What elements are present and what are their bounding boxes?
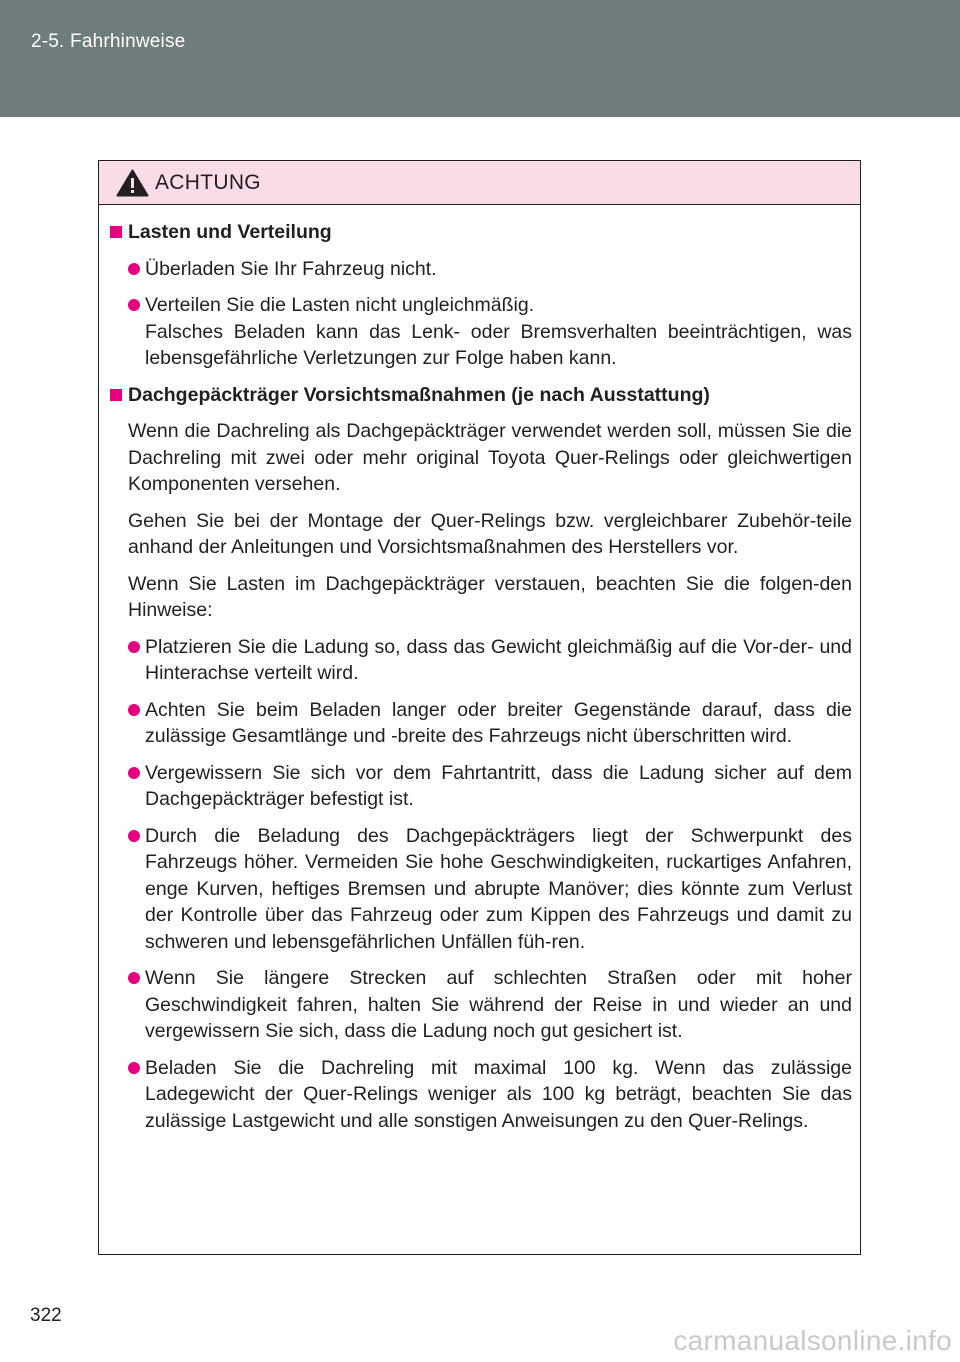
warning-triangle-icon — [116, 169, 149, 197]
warning-box — [98, 160, 861, 1255]
paragraph: Wenn die Dachreling als Dachgepäckträger verwendet werden soll, müssen Sie die Dachreling mit zwei oder mehr original Toyota Quer-Relings oder gleichwertigen Komponenten versehen. — [128, 420, 852, 495]
paragraph: Wenn Sie Lasten im Dachgepäckträger verstauen, beachten Sie die folgen-den Hinweise: — [128, 572, 852, 621]
warning-title: ACHTUNG — [155, 170, 261, 194]
warning-body — [99, 205, 860, 1134]
bullet-text: Verteilen Sie die Lasten nicht ungleichmäßig. — [145, 294, 535, 316]
list-item: Vergewissern Sie sich vor dem Fahrtantritt, dass die Ladung sicher auf dem Dachgepäckträger befestigt ist. — [109, 760, 852, 813]
section-heading-roof-rack: Dachgepäckträger Vorsichtsmaßnahmen (je nach Ausstattung) — [109, 382, 852, 409]
list-item: Platzieren Sie die Ladung so, dass das Gewicht gleichmäßig auf die Vor-der- und Hinterachse verteilt wird. — [109, 634, 852, 687]
section-heading-load: Lasten und Verteilung — [109, 219, 852, 246]
paragraph: Gehen Sie bei der Montage der Quer-Relings bzw. vergleichbarer Zubehör-teile anhand der Anleitungen und Vorsichtsmaßnahmen des Herstellers vor. — [128, 509, 852, 558]
list-item: Überladen Sie Ihr Fahrzeug nicht. — [109, 256, 852, 283]
list-item: Durch die Beladung des Dachgepäckträgers liegt der Schwerpunkt des Fahrzeugs höher. Vermeiden Sie hohe Geschwindigkeiten, ruckartiges Anfahren, enge Kurven, heftiges Bremsen und abrupte Manöver; dies könnte zum Verlust der Kontrolle über das Fahrzeug oder zum Kippen des Fahrzeugs und damit zu schweren und lebensgefährlichen Unfällen füh-ren. — [109, 823, 852, 956]
list-item: Beladen Sie die Dachreling mit maximal 100 kg. Wenn das zulässige Ladegewicht der Quer-Relings weniger als 100 kg beträgt, beachten Sie das zulässige Lastgewicht und alle sonstigen Anweisungen zu den Quer-Relings. — [109, 1055, 852, 1135]
list-item — [109, 292, 852, 372]
page-number: 322 — [30, 1305, 62, 1326]
list-item: Achten Sie beim Beladen langer oder breiter Gegenstände darauf, dass die zulässige Gesamtlänge und -breite des Fahrzeugs nicht überschritten wird. — [109, 697, 852, 750]
bullet-text: Falsches Beladen kann das Lenk- oder Bremsverhalten beeinträchtigen, was lebensgefährliche Verletzungen zur Folge haben kann. — [145, 320, 852, 369]
watermark: carmanualsonline.info — [673, 1325, 952, 1356]
warning-header — [99, 161, 860, 205]
list-item: Wenn Sie längere Strecken auf schlechten Straßen oder mit hoher Geschwindigkeit fahren, halten Sie während der Reise in und wieder an und vergewissern Sie sich, dass die Ladung noch gut gesichert ist. — [109, 965, 852, 1045]
section-label: 2-5. Fahrhinweise — [31, 31, 186, 52]
header-band — [0, 0, 960, 117]
